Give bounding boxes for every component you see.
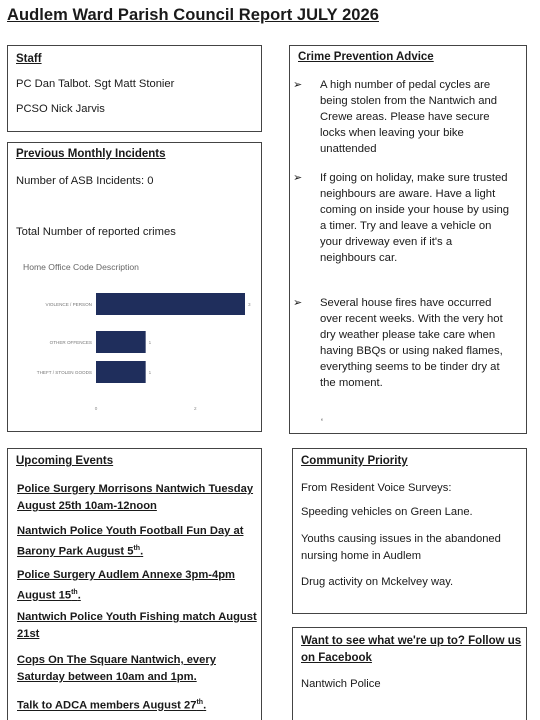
event-item	[17, 609, 259, 643]
chart-tick-label: 2	[194, 406, 197, 411]
advice-text: A high number of pedal cycles are being stolen from the Nantwich and Crewe areas. Please have secure locks when leaving your bike unattended	[320, 79, 498, 155]
staff-box	[7, 45, 262, 132]
arrow-bullet-icon: ➢	[293, 297, 303, 309]
event-punct: .	[203, 699, 207, 712]
staff-heading: Staff	[16, 53, 42, 65]
chart-title: Home Office Code Description	[23, 262, 139, 272]
chart-bar	[96, 293, 245, 315]
advice-text: Several house fires have occurred over recent weeks. With the very hot dry weather please take care when having BBQs or using naked flames, everything seems to be tinder dry at the moment.	[320, 297, 503, 389]
event-text: Talk to ADCA members August 27	[17, 699, 197, 712]
community-priority-box	[292, 448, 527, 614]
advice-text: If going on holiday, make sure trusted neighbours are aware. Have a light coming on inside your house by using a timer. Try and leave a vehicle on your driveway even if it's a neighbours car.	[320, 172, 510, 264]
event-text: Cops On The Square Nantwich, every Saturday between 10am and 1pm.	[17, 654, 216, 683]
event-punct: .	[140, 545, 144, 558]
staff-line-officers: PC Dan Talbot. Sgt Matt Stonier	[16, 78, 175, 90]
community-line: Speeding vehicles on Green Lane.	[301, 506, 473, 518]
event-text: Nantwich Police Youth Fishing match August 21st	[17, 611, 257, 640]
chart-bar	[96, 331, 146, 353]
event-item	[17, 652, 259, 686]
chart-tick-label: 0	[94, 406, 98, 411]
asb-count: Number of ASB Incidents: 0	[16, 175, 154, 187]
crime-bar-chart	[14, 253, 254, 423]
crime-prevention-heading: Crime Prevention Advice	[298, 51, 434, 63]
event-punct: .	[77, 589, 81, 602]
event-text: Police Surgery Morrisons Nantwich Tuesday August 25th 10am-12noon	[17, 483, 254, 512]
event-item	[17, 481, 259, 515]
community-heading: Community Priority	[301, 455, 408, 467]
arrow-bullet-icon: ➢	[293, 172, 303, 184]
chart-bar	[96, 361, 146, 383]
event-text: Nantwich Police Youth Football Fun Day at Barony Park August 5	[17, 525, 244, 558]
chart-data-label: 3	[248, 302, 251, 307]
advice-item	[293, 295, 510, 391]
advice-item	[293, 170, 510, 266]
stray-mark-icon: ‘	[321, 417, 323, 427]
advice-item	[293, 77, 510, 157]
event-suffix: th	[133, 545, 141, 552]
incidents-heading: Previous Monthly Incidents	[16, 148, 166, 160]
facebook-page-name: Nantwich Police	[301, 678, 381, 690]
event-suffix: th	[196, 699, 204, 706]
event-item	[17, 694, 259, 715]
events-box	[7, 448, 262, 720]
chart-category-label: VIOLENCE / PERSON	[45, 302, 92, 307]
community-line: From Resident Voice Surveys:	[301, 482, 452, 494]
arrow-bullet-icon: ➢	[293, 79, 303, 91]
event-item	[17, 523, 259, 561]
chart-data-label: 1	[148, 340, 152, 345]
event-item	[17, 567, 259, 605]
event-suffix: th	[71, 589, 78, 596]
event-text: Police Surgery Audlem Annexe 3pm-4pm August 15	[17, 569, 236, 602]
report-title: Audlem Ward Parish Council Report JULY 2026	[7, 6, 379, 24]
chart-category-label: OTHER OFFENCES	[49, 340, 92, 345]
crime-prevention-box	[289, 45, 527, 434]
community-line: Drug activity on Mckelvey way.	[301, 576, 454, 588]
incidents-box	[7, 142, 262, 432]
events-heading: Upcoming Events	[16, 455, 114, 467]
facebook-box	[292, 627, 527, 720]
community-line: Youths causing issues in the abandoned nursing home in Audlem	[301, 533, 501, 562]
chart-category-label: THEFT / STOLEN GOODS	[36, 370, 92, 375]
staff-line-pcso: PCSO Nick Jarvis	[16, 103, 105, 115]
chart-data-label: 1	[148, 370, 152, 375]
total-crimes-label: Total Number of reported crimes	[16, 226, 176, 238]
facebook-heading[interactable]: Want to see what we're up to? Follow us on Facebook	[301, 635, 522, 664]
